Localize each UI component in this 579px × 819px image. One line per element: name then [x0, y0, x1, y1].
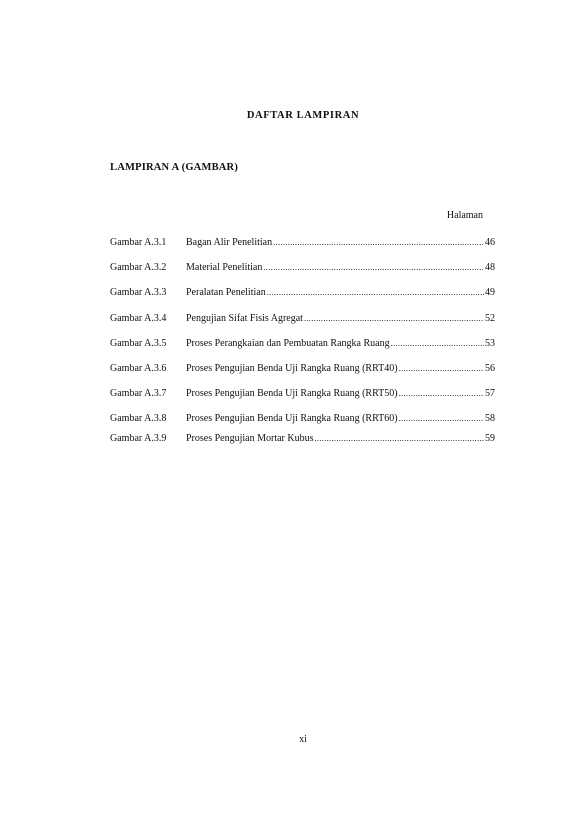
entry-page: 57: [485, 388, 495, 399]
dot-leader: [273, 235, 484, 249]
document-title: DAFTAR LAMPIRAN: [246, 110, 360, 121]
entry-title: Proses Perangkaian dan Pembuatan Rangka Ruang: [186, 338, 390, 349]
toc-entry: [110, 361, 495, 375]
entry-page: 59: [485, 433, 495, 444]
entry-title: Material Penelitian: [186, 262, 263, 273]
toc-entry: [110, 411, 495, 425]
entry-page: 52: [485, 313, 495, 324]
dot-leader: [315, 431, 485, 445]
entry-title: Peralatan Penelitian: [186, 287, 266, 298]
entry-title: Pengujian Sifat Fisis Agregat: [186, 313, 303, 324]
entry-page: 46: [485, 237, 495, 248]
entry-page: 53: [485, 338, 495, 349]
section-heading: LAMPIRAN A (GAMBAR): [110, 162, 239, 173]
entry-number: Gambar A.3.9: [110, 433, 167, 444]
entry-page: 48: [485, 262, 495, 273]
toc-entry: [110, 336, 495, 350]
entry-number: Gambar A.3.2: [110, 262, 167, 273]
entry-title: Proses Pengujian Benda Uji Rangka Ruang (RRT40): [186, 363, 398, 374]
dot-leader: [263, 260, 484, 274]
entry-page: 49: [485, 287, 495, 298]
page-column-label: Halaman: [446, 210, 483, 221]
entry-page: 56: [485, 363, 495, 374]
toc-entry: [110, 431, 495, 445]
dot-leader: [399, 411, 484, 425]
toc-entry: [110, 260, 495, 274]
dot-leader: [267, 285, 484, 299]
entry-title: Proses Pengujian Benda Uji Rangka Ruang (RRT50): [186, 388, 398, 399]
dot-leader: [399, 361, 484, 375]
entry-title: Bagan Alir Penelitian: [186, 237, 273, 248]
dot-leader: [304, 311, 484, 325]
entry-number: Gambar A.3.6: [110, 363, 167, 374]
toc-entry: [110, 235, 495, 249]
entry-number: Gambar A.3.1: [110, 237, 167, 248]
page-number: xi: [299, 734, 307, 745]
entry-number: Gambar A.3.5: [110, 338, 167, 349]
entry-number: Gambar A.3.3: [110, 287, 167, 298]
dot-leader: [391, 336, 484, 350]
entry-title: Proses Pengujian Benda Uji Rangka Ruang (RRT60): [186, 413, 398, 424]
dot-leader: [399, 386, 484, 400]
entry-title: Proses Pengujian Mortar Kubus: [186, 433, 314, 444]
entry-page: 58: [485, 413, 495, 424]
toc-entry: [110, 386, 495, 400]
entry-number: Gambar A.3.7: [110, 388, 167, 399]
toc-entry: [110, 285, 495, 299]
entry-number: Gambar A.3.4: [110, 313, 167, 324]
toc-entry: [110, 311, 495, 325]
entry-number: Gambar A.3.8: [110, 413, 167, 424]
